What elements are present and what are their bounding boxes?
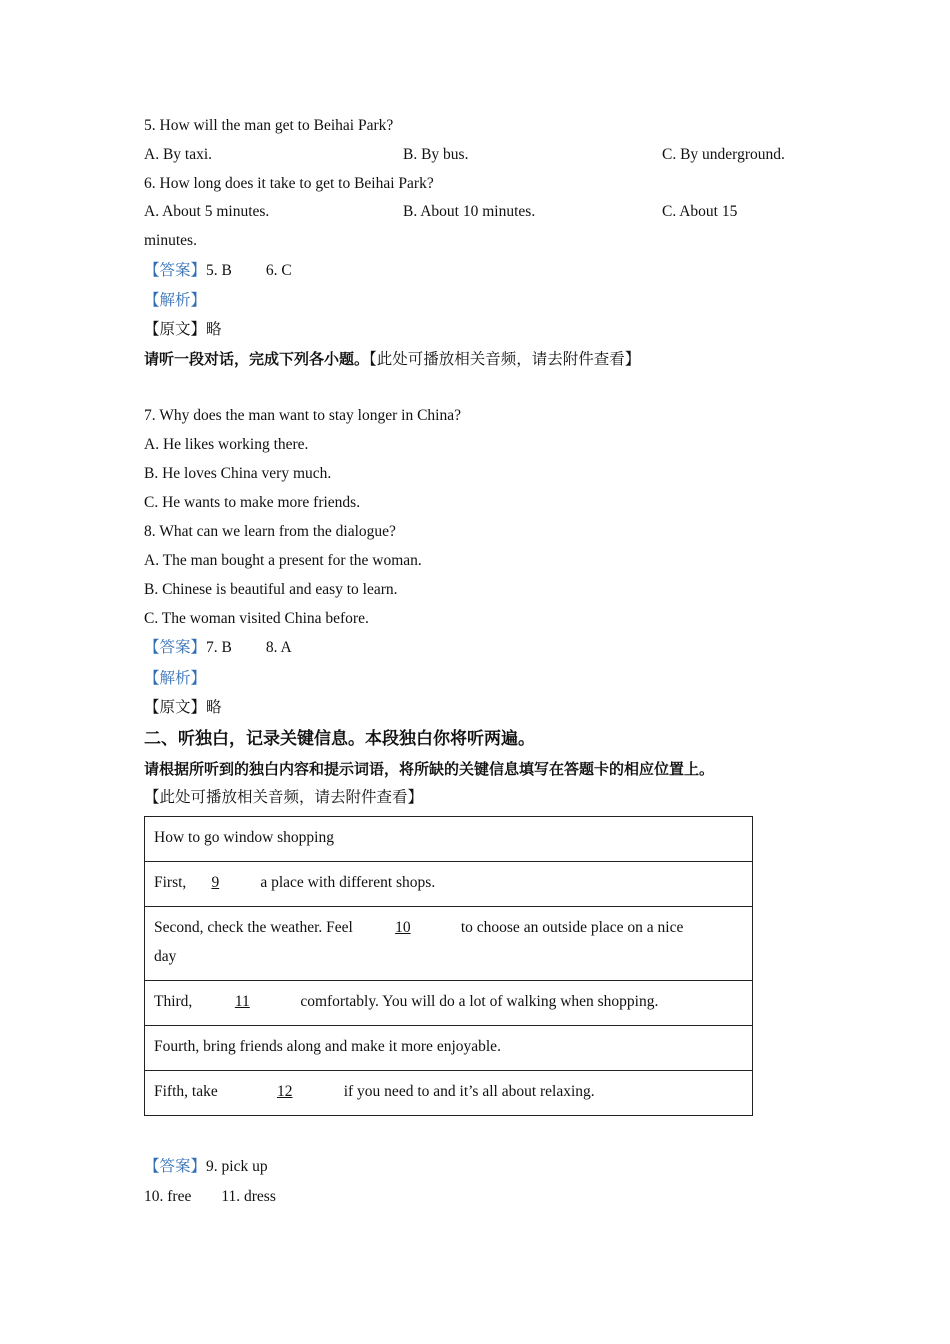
q7-option-b: B. He loves China very much.	[144, 465, 332, 482]
q5-option-a: A. By taxi.	[144, 146, 213, 163]
answer-5: 5. B	[206, 262, 232, 279]
table-row	[145, 907, 753, 981]
analysis-tag-1: 【解析】	[144, 292, 207, 309]
audio-note: 【此处可播放相关音频，请去附件查看】	[369, 351, 641, 368]
answer-tag: 【答案】	[144, 262, 207, 279]
answer-tag: 【答案】	[144, 639, 207, 656]
row5-post: if you need to and it’s all about relaxing.	[343, 1083, 595, 1100]
answer-8: 8. A	[265, 639, 292, 656]
listening-instruction	[144, 349, 640, 370]
table-cell-4: Fourth, bring friends along and make it more enjoyable.	[145, 1026, 753, 1071]
table-row	[145, 817, 753, 862]
q5-option-b: B. By bus.	[403, 146, 469, 163]
instruction-bold: 请听一段对话，完成下列各小题。	[144, 350, 370, 368]
q5-option-c: C. By underground.	[662, 146, 785, 163]
row1-pre: First,	[154, 874, 187, 891]
q8-option-b: B. Chinese is beautiful and easy to learn.	[144, 581, 398, 598]
question-5: 5. How will the man get to Beihai Park?	[144, 117, 394, 134]
question-7: 7. Why does the man want to stay longer in China?	[144, 407, 461, 424]
answer-line-2	[144, 638, 292, 658]
section-instruction: 请根据所听到的独白内容和提示词语，将所缺的关键信息填写在答题卡的相应位置上。	[144, 760, 715, 778]
table-row	[145, 862, 753, 907]
table-cell-3	[145, 981, 753, 1026]
q6-option-a: A. About 5 minutes.	[144, 203, 270, 220]
answer-11: 11. dress	[221, 1188, 276, 1205]
q7-option-c: C. He wants to make more friends.	[144, 494, 361, 511]
answer-7: 7. B	[206, 639, 232, 656]
question-6: 6. How long does it take to get to Beihai Park?	[144, 175, 434, 192]
blank-12: 12	[276, 1083, 293, 1100]
table-cell-2	[145, 907, 753, 981]
blank-11: 11	[234, 993, 250, 1010]
q7-option-a: A. He likes working there.	[144, 436, 309, 453]
table-title: How to go window shopping	[145, 817, 753, 862]
question-8: 8. What can we learn from the dialogue?	[144, 523, 396, 540]
row2-cont: day	[154, 948, 177, 965]
table-cell-5	[145, 1071, 753, 1116]
row2-post: to choose an outside place on a nice	[460, 919, 684, 936]
blank-10: 10	[395, 919, 411, 936]
q6-option-c: C. About 15	[662, 203, 738, 220]
answer-6: 6. C	[265, 262, 292, 279]
answer-line-3	[144, 1157, 268, 1177]
original-tag: 【原文】	[144, 321, 207, 338]
original-tag: 【原文】	[144, 699, 207, 716]
answer-10: 10. free	[144, 1188, 192, 1205]
row5-pre: Fifth, take	[154, 1083, 218, 1100]
original-text: 略	[206, 321, 222, 338]
original-text: 略	[206, 699, 222, 716]
q8-option-a: A. The man bought a present for the woman.	[144, 552, 422, 569]
table-cell-1	[145, 862, 753, 907]
answer-tag: 【答案】	[144, 1158, 207, 1175]
key-info-table	[144, 816, 753, 1116]
original-text-line-1	[144, 320, 222, 340]
blank-9: 9	[211, 874, 220, 891]
q8-option-c: C. The woman visited China before.	[144, 610, 369, 627]
answer-9: 9. pick up	[206, 1158, 268, 1175]
section-heading: 二、听独白，记录关键信息。本段独白你将听两遍。	[144, 729, 535, 749]
q6-option-c-continued: minutes.	[144, 232, 197, 249]
q6-option-b: B. About 10 minutes.	[403, 203, 536, 220]
answer-line-1	[144, 261, 292, 281]
table-row	[145, 1026, 753, 1071]
row1-post: a place with different shops.	[260, 874, 436, 891]
row3-pre: Third,	[154, 993, 193, 1010]
original-text-line-2	[144, 698, 222, 718]
row3-post: comfortably. You will do a lot of walking when shopping.	[300, 993, 659, 1010]
analysis-tag-2: 【解析】	[144, 670, 207, 687]
table-row	[145, 981, 753, 1026]
answer-line-4	[144, 1187, 276, 1207]
table-row	[145, 1071, 753, 1116]
row2-pre: Second, check the weather. Feel	[154, 919, 353, 936]
section-audio-note: 【此处可播放相关音频，请去附件查看】	[144, 789, 424, 806]
